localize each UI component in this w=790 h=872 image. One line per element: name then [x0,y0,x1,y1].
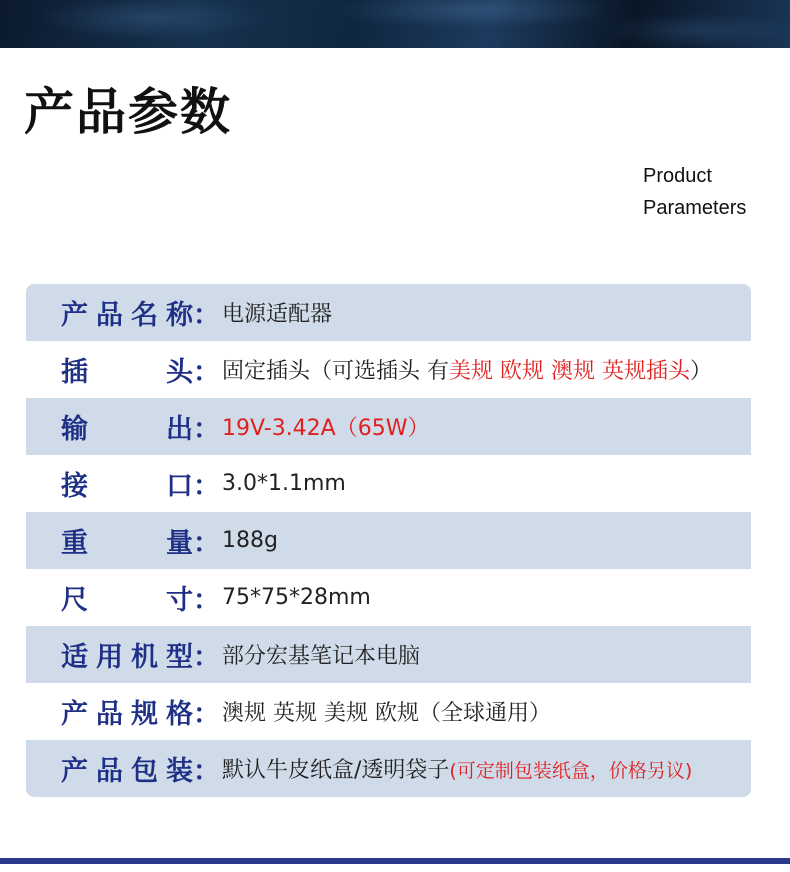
subtitle-line-2: Parameters [643,197,747,219]
param-value-text: 默认牛皮纸盒/透明袋子 [222,758,450,783]
label-char: 名 [131,300,158,331]
label-char: 产 [61,756,88,787]
label-char: 品 [96,699,123,730]
param-value-highlight: 美规 欧规 澳规 英规插头 [449,359,690,384]
param-row-output [26,398,751,455]
param-value: 3.0*1.1mm [222,471,346,496]
label-char: 寸 [166,585,193,616]
label-char: 出 [166,414,193,445]
param-label [61,464,193,503]
param-colon: ： [193,699,220,730]
param-value: 75*75*28mm [222,585,371,610]
label-char: 接 [61,471,88,502]
param-value-highlight: (可定制包装纸盒，价格另议) [449,760,693,782]
param-colon: ： [193,756,220,787]
param-colon: ： [193,528,220,559]
param-row-weight [26,512,751,569]
param-row-connector [26,455,751,512]
param-row-product-name [26,284,751,341]
parameters-table [26,284,751,797]
label-char: 输 [61,414,88,445]
page-title: 产品参数 [24,83,232,141]
param-value: 电源适配器 [222,302,333,327]
subtitle-line-1: Product [643,165,712,187]
param-colon: ： [193,414,220,445]
label-char: 包 [131,756,158,787]
label-char: 品 [96,300,123,331]
param-row-plug [26,341,751,398]
param-label [61,521,193,560]
param-label [61,635,193,674]
param-value-highlight: 19V-3.42A（65W） [222,416,430,441]
label-char: 口 [166,471,193,502]
label-char: 重 [61,528,88,559]
header-banner-image [0,0,790,48]
label-char: 称 [166,300,193,331]
param-value-text: 固定插头（可选插头 有 [222,359,449,384]
param-value: 部分宏基笔记本电脑 [222,644,421,669]
param-row-packaging [26,740,751,797]
param-value [222,354,712,385]
label-char: 产 [61,699,88,730]
param-label [61,293,193,332]
param-colon: ： [193,471,220,502]
label-char: 适 [61,642,88,673]
param-row-size [26,569,751,626]
param-row-compatible-models [26,626,751,683]
label-char: 头 [166,357,193,388]
param-colon: ： [193,357,220,388]
footer-divider [0,858,790,864]
label-char: 用 [96,642,123,673]
param-row-specification [26,683,751,740]
param-label [61,350,193,389]
param-value: 澳规 英规 美规 欧规（全球通用） [222,701,551,726]
param-label [61,407,193,446]
label-char: 品 [96,756,123,787]
param-value [222,753,692,784]
label-char: 机 [131,642,158,673]
label-char: 产 [61,300,88,331]
label-char: 插 [61,357,88,388]
label-char: 规 [131,699,158,730]
label-char: 尺 [61,585,88,616]
label-char: 格 [166,699,193,730]
label-char: 型 [166,642,193,673]
page-subtitle [643,160,746,224]
param-label [61,749,193,788]
label-char: 装 [166,756,193,787]
param-colon: ： [193,642,220,673]
param-colon: ： [193,585,220,616]
param-label [61,578,193,617]
param-value: 188g [222,528,278,553]
param-value-text: ） [689,359,712,384]
param-label [61,692,193,731]
param-colon: ： [193,300,220,331]
label-char: 量 [166,528,193,559]
